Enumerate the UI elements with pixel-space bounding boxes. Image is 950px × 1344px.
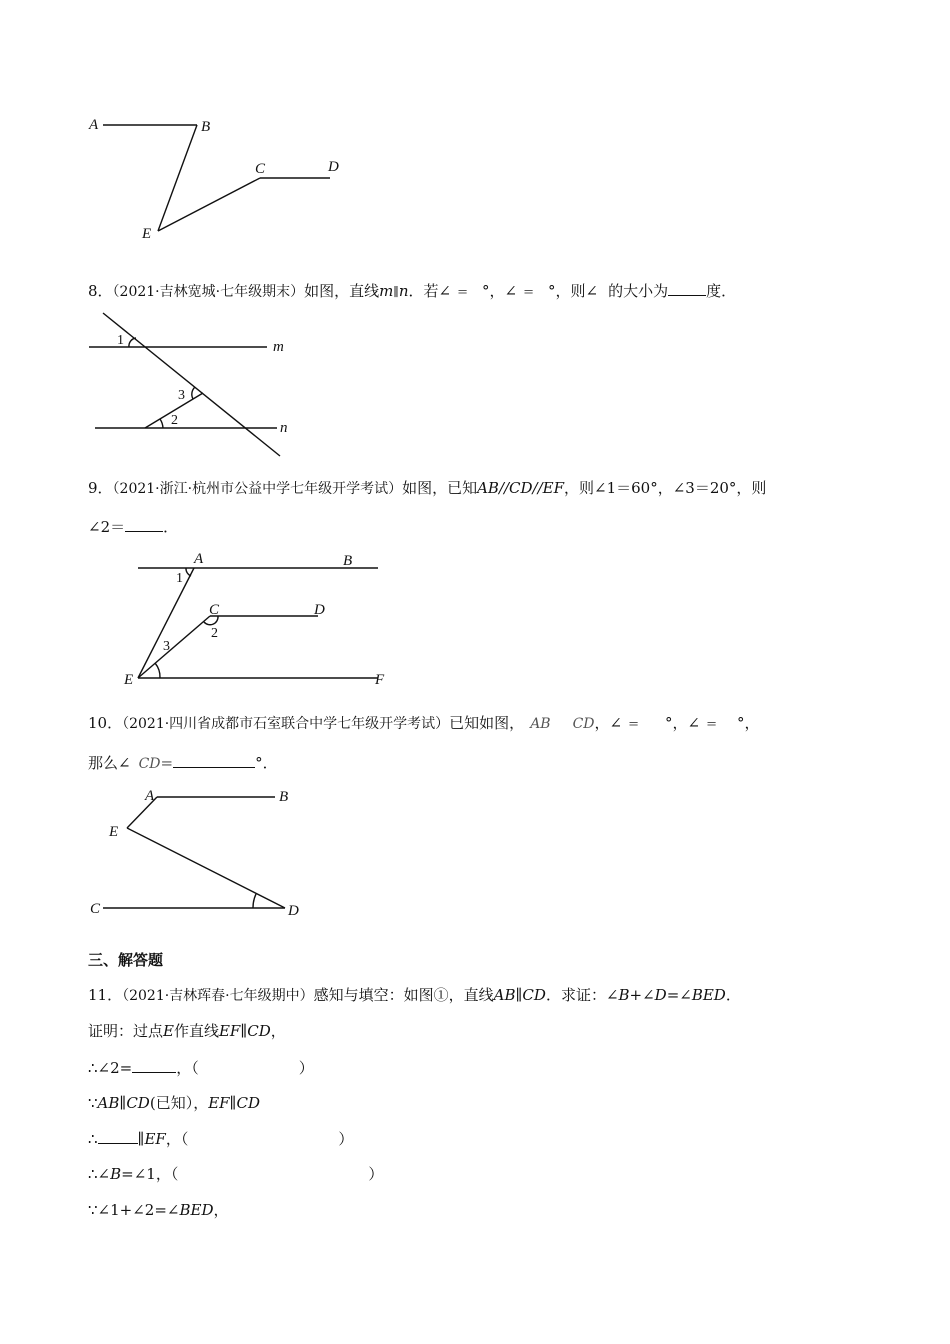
angle-label-1: 1 (176, 571, 183, 586)
proof-line-2: ∴∠2= ，（ ） (88, 1059, 314, 1077)
label-e: E (109, 824, 119, 840)
section-title: 三、解答题 (88, 951, 164, 969)
reason-blank-q11-1[interactable] (199, 1058, 299, 1073)
angle-label-3: 3 (178, 388, 185, 403)
question-8-text: 8．（2021·吉林宽城·七年级期末）如图，直线m∥n．若∠ = °，∠ = °，则∠ 的大小为 度． (88, 282, 737, 300)
answer-blank-q9[interactable] (125, 516, 163, 532)
proof-line-3: ∵AB∥CD(已知），EF∥CD (88, 1094, 260, 1112)
question-9-text-line2: ∠2＝ ． (88, 518, 179, 536)
figure-q7 (80, 110, 370, 245)
question-10-text: 10．（2021·四川省成都市石室联合中学七年级开学考试）已知如图， AB CD，∠ = °，∠ = °， (88, 714, 760, 732)
label-a: A (194, 551, 204, 567)
proof-line-5: ∴∠B=∠1，（ ） (88, 1165, 384, 1183)
reason-blank-q11-3[interactable] (178, 1164, 368, 1179)
label-b: B (343, 553, 353, 569)
reason-blank-q11-2[interactable] (188, 1129, 338, 1144)
angle-label-3: 3 (163, 639, 170, 654)
label-a: A (145, 788, 155, 804)
figure-q10 (85, 784, 315, 924)
answer-blank-q11-1[interactable] (132, 1057, 176, 1073)
label-c: C (90, 901, 101, 917)
label-b: B (201, 119, 211, 135)
answer-blank-q8[interactable] (668, 280, 706, 296)
figure-q9 (120, 546, 400, 691)
question-11-text: 11．（2021·吉林珲春·七年级期中）感知与填空：如图①，直线AB∥CD．求证：∠B+∠D=∠BED． (88, 986, 741, 1004)
label-c: C (209, 602, 220, 618)
label-e: E (142, 226, 152, 242)
angle-label-1: 1 (117, 333, 124, 348)
label-c: C (255, 161, 266, 177)
label-a: A (89, 117, 99, 133)
line-label-m: m (273, 339, 284, 355)
label-d: D (328, 159, 339, 175)
proof-line-1: 证明：过点E作直线EF∥CD， (88, 1022, 286, 1040)
line-label-n: n (280, 420, 288, 436)
label-d: D (288, 903, 299, 919)
question-9-text: 9．（2021·浙江·杭州市公益中学七年级开学考试）如图，已知AB//CD//EF，则∠1＝60°，∠3＝20°，则 (88, 479, 767, 497)
angle-label-2: 2 (171, 413, 178, 428)
answer-blank-q10[interactable] (173, 752, 255, 768)
angle-label-2: 2 (211, 626, 218, 641)
label-e: E (124, 672, 134, 688)
label-b: B (279, 789, 289, 805)
figure-q8 (85, 308, 300, 458)
question-10-text-line2: 那么∠ CD= °． (88, 754, 278, 772)
label-f: F (375, 672, 385, 688)
answer-blank-q11-2[interactable] (98, 1128, 138, 1144)
proof-line-6: ∵∠1+∠2=∠BED， (88, 1201, 229, 1219)
proof-line-4: ∴ ∥EF，（ ） (88, 1130, 354, 1148)
label-d: D (314, 602, 325, 618)
